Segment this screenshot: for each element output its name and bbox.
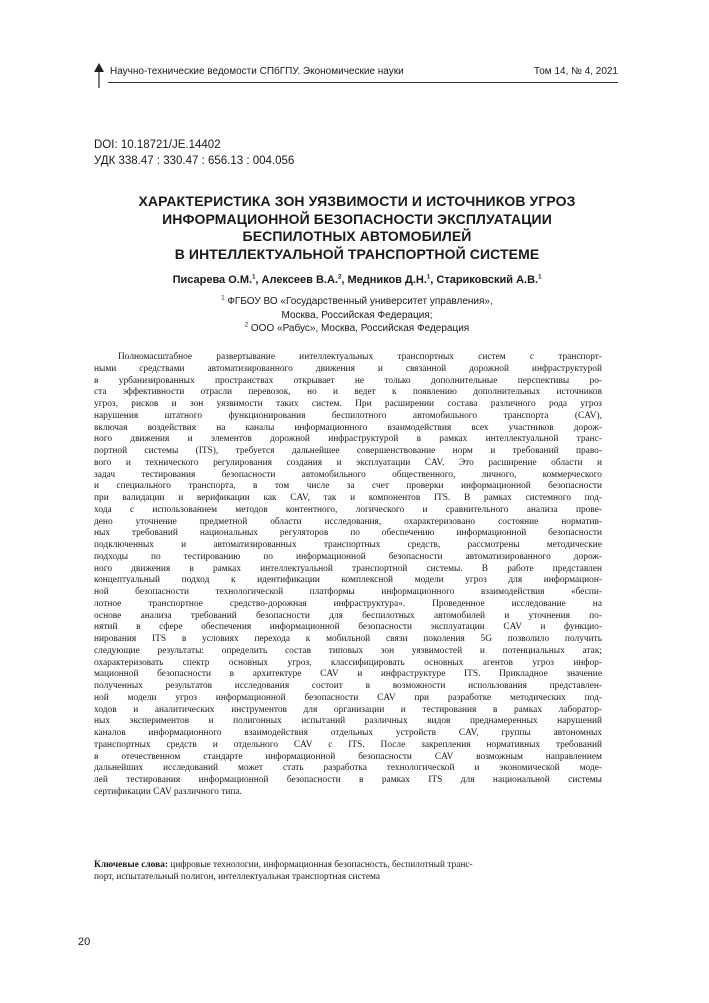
affiliation-line: ФГБОУ ВО «Государственный университет управления», [227, 296, 493, 307]
abstract-line: лотное транспортное средство-дорожная инфраструктура». Проведенное исследование на [94, 598, 602, 609]
abstract-line: дальнейших исследований может стать разработка технологической и экономической моде- [94, 763, 602, 774]
abstract-line: ста эффективности отрасли перевозок, но и ведет к появлению дополнительных источников [94, 387, 602, 398]
abstract-line: полученных результатов исследования состоит в возможности использования представлен- [94, 681, 602, 691]
author-affil-mark: 1 [252, 274, 256, 281]
keywords-label: Ключевые слова: [94, 860, 168, 870]
udc: УДК 338.47 : 330.47 : 656.13 : 004.056 [94, 155, 295, 167]
author-name: Стариковский А.В. [436, 274, 539, 286]
header-divider [108, 82, 618, 83]
keywords-text: цифровые технологии, информационная безопасность, беспилотный транс- [167, 860, 473, 870]
abstract-line: включая воздействия на каналы информационного взаимодействия всех участников дорож- [94, 422, 602, 433]
abstract-line: ного движения в рамках интеллектуальной транспортной системы. В работе представлен [94, 563, 602, 574]
abstract [94, 352, 602, 799]
arrow-up-icon [92, 62, 106, 90]
affiliation-line: ООО «Рабус», Москва, Российская Федерация [250, 323, 470, 334]
article-identifiers [94, 137, 294, 169]
author-affil-mark: 2 [337, 274, 342, 281]
abstract-line: нирования ITS в условиях перехода к мобильной связи поколения 5G позволило получить [94, 634, 602, 644]
title-line: БЕСПИЛОТНЫХ АВТОМОБИЛЕЙ [242, 228, 472, 244]
abstract-line: в отечественном стандарте информационной безопасности CAV возможным направлением [94, 751, 602, 762]
abstract-line: угроз, рисков и зон уязвимости таких систем. При расширении состава различного рода угроз [94, 399, 602, 409]
keywords [94, 859, 602, 883]
page-number: 20 [78, 936, 91, 948]
abstract-line: ходов и аналитических инструментов для организации и тестирования в рамках лаборатор- [94, 704, 602, 715]
abstract-line: портной системы (ITS), требуется дальнейшее совершенствование норм и требований право- [94, 446, 602, 456]
affil-mark: 2 [244, 322, 249, 329]
abstract-line: нарушения штатного функционирования беспилотного автомобильного транспорта (CAV), [94, 410, 602, 421]
abstract-line: каналов информационного взаимодействия отдельных устройств CAV, группы автономных [94, 728, 602, 738]
affil-mark: 1 [221, 295, 225, 302]
abstract-line: концептуальный подход к идентификации комплексной модели угроз для информацион- [94, 575, 602, 586]
article-title [94, 193, 620, 263]
abstract-line: подключенных и автоматизированных транспортных средств, рассмотрены методические [94, 540, 602, 550]
abstract-line: транспортных средств и отдельного CAV с ITS. После закрепления нормативных требований [94, 739, 602, 750]
abstract-line: в урбанизированных пространствах открывает не только дополнительные перспективы ро- [94, 375, 602, 386]
abstract-line: ных экспериментов и полигонных испытаний различных видов преднамеренных нарушений [94, 716, 602, 727]
author-name: Алексеев В.А. [261, 274, 338, 286]
title-line: ХАРАКТЕРИСТИКА ЗОН УЯЗВИМОСТИ И ИСТОЧНИКОВ УГРОЗ [138, 193, 576, 209]
author-affil-mark: 1 [426, 274, 431, 281]
doi[interactable]: DOI: 10.18721/JE.14402 [94, 139, 221, 151]
abstract-line: подходы по тестированию по информационной безопасности автоматизированного дорож- [94, 551, 602, 562]
author-affil-mark: 1 [538, 274, 542, 281]
abstract-line: ного движения и элементов дорожной инфраструктурой в рамках интеллектуальной транс- [94, 434, 602, 445]
abstract-line: ных требований национальных регуляторов по обеспечению информационной безопасности [94, 528, 602, 539]
abstract-line: хода с использованием методов контентного, логического и сравнительного анализа прове- [94, 504, 602, 515]
abstract-line: Полномасштабное развертывание интеллектуальных транспортных систем с транспорт- [118, 352, 602, 362]
abstract-line: мационной безопасности в архитектуре CAV и инфраструктуре ITS. Прикладное значение [94, 669, 602, 680]
author-list: Писарева О.М.$^1$, Алексеев В.А.$^2$, Медников Д.Н.$^1$, Стариковский А.В.$^1$ [172, 274, 542, 286]
title-line: В ИНТЕЛЛЕКТУАЛЬНОЙ ТРАНСПОРТНОЙ СИСТЕМЕ [174, 245, 540, 262]
abstract-line: дено уточнение предметной области исследования, охарактеризовано состояние норматив- [94, 516, 602, 527]
author-name: Писарева О.М. [172, 274, 253, 286]
author-name: Медников Д.Н. [347, 274, 427, 286]
abstract-line: задач тестирования безопасности автомобильного общественного, личного, коммерческого [94, 469, 602, 480]
abstract-line: при валидации и верификации как CAV, так и компонентов ITS. В рамках системного под- [94, 493, 602, 503]
abstract-line: нятий в сфере обеспечения информационной безопасности эксплуатации CAV и функцио- [94, 622, 602, 633]
abstract-line: следующие результаты: определить состав типовых зон уязвимостей и потенциальных атак; [94, 645, 602, 656]
abstract-line: ной модели угроз информационной безопасности CAV при разработке методических под- [94, 692, 602, 703]
journal-name: Научно-технические ведомости СПбГПУ. Экономические науки [110, 66, 404, 77]
keywords-text: порт, испытательный полигон, интеллектуальная транспортная система [94, 872, 381, 882]
abstract-line: вого и технического регулирования создания и эксплуатации CAV. Это расширение области и [94, 457, 602, 468]
abstract-line: и специального транспорта, в том числе за счет проверки информационной безопасности [94, 481, 602, 492]
abstract-line: ными средствами автоматизированного движения и связанной дорожной инфраструктурой [94, 363, 602, 374]
abstract-line: лей тестирования информационной безопасности в рамках ITS для национальной системы [94, 775, 602, 785]
abstract-line: основе анализа требований безопасности для беспилотных автомобилей и уточнения по- [94, 610, 602, 621]
issue-info: Том 14, № 4, 2021 [533, 66, 618, 77]
running-header [92, 62, 618, 90]
abstract-line: сертификации CAV различного типа. [94, 786, 242, 797]
abstract-line: охарактеризовать спектр основных угроз, классифицировать основных агентов угроз инфор- [94, 657, 602, 668]
affiliations [94, 295, 620, 336]
affiliation-line: Москва, Российская Федерация; [281, 309, 433, 321]
abstract-line: ной безопасности технологической платформы информационного взаимодействия «беспи- [94, 587, 602, 597]
title-line: ИНФОРМАЦИОННОЙ БЕЗОПАСНОСТИ ЭКСПЛУАТАЦИИ [162, 210, 552, 227]
